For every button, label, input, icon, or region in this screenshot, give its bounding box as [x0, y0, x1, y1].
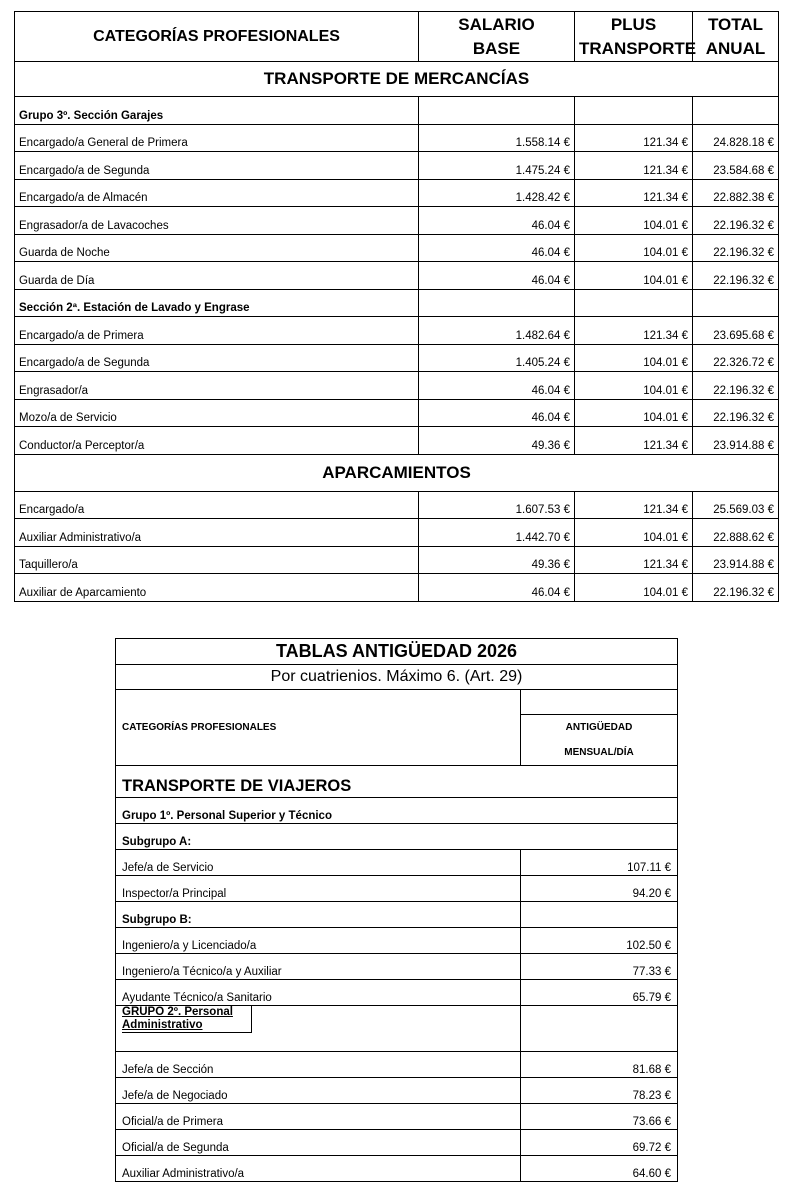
header-plus-line2: TRANSPORTE	[579, 38, 697, 58]
section-row	[116, 766, 678, 798]
subgroup-a-title: Subgrupo A:	[116, 824, 678, 850]
plus-cell: 121.34 €	[575, 152, 693, 180]
empty-cell	[575, 97, 693, 125]
plus-cell: 104.01 €	[575, 262, 693, 290]
empty-cell	[521, 690, 678, 715]
table-row	[116, 876, 678, 902]
salario-cell: 1.428.42 €	[419, 179, 575, 207]
plus-cell: 121.34 €	[575, 124, 693, 152]
value-cell: 94.20 €	[521, 876, 678, 902]
header-categories: CATEGORÍAS PROFESIONALES	[15, 12, 419, 62]
total-cell: 24.828.18 €	[693, 124, 779, 152]
salario-cell: 46.04 €	[419, 234, 575, 262]
table-row	[116, 1104, 678, 1130]
value-cell: 78.23 €	[521, 1078, 678, 1104]
empty-cell	[521, 1006, 678, 1052]
category-cell: Conductor/a Perceptor/a	[15, 427, 419, 455]
group-row	[15, 97, 779, 125]
antiguedad-subtitle-row	[116, 665, 678, 690]
value-cell: 102.50 €	[521, 928, 678, 954]
category-cell: Jefe/a de Sección	[116, 1052, 521, 1078]
table-row	[116, 850, 678, 876]
subgroup-row	[116, 902, 678, 928]
table-row	[116, 1078, 678, 1104]
empty-cell	[575, 289, 693, 317]
table-row	[15, 317, 779, 345]
category-cell: Mozo/a de Servicio	[15, 399, 419, 427]
total-cell: 25.569.03 €	[693, 491, 779, 519]
salary-table-header	[15, 12, 779, 62]
table-row	[15, 344, 779, 372]
table-row	[15, 207, 779, 235]
section-title-aparcamientos: APARCAMIENTOS	[15, 454, 779, 491]
antiguedad-header-row	[116, 690, 678, 715]
table-row	[15, 519, 779, 547]
category-cell: Encargado/a de Segunda	[15, 152, 419, 180]
category-cell: Ingeniero/a Técnico/a y Auxiliar	[116, 954, 521, 980]
header-salario-line2: BASE	[472, 38, 521, 58]
salario-cell: 46.04 €	[419, 207, 575, 235]
group-title-garajes: Grupo 3º. Sección Garajes	[15, 97, 419, 125]
header-plus-line1: PLUS	[610, 14, 657, 34]
salario-cell: 1.482.64 €	[419, 317, 575, 345]
group2-title-line1: GRUPO 2º. Personal	[122, 1006, 233, 1018]
empty-cell	[521, 902, 678, 928]
plus-cell: 121.34 €	[575, 179, 693, 207]
group-title-lavado: Sección 2ª. Estación de Lavado y Engrase	[15, 289, 419, 317]
total-cell: 22.196.32 €	[693, 207, 779, 235]
category-cell: Encargado/a de Primera	[15, 317, 419, 345]
group-title-superior-tecnico: Grupo 1º. Personal Superior y Técnico	[116, 798, 678, 824]
category-cell: Engrasador/a de Lavacoches	[15, 207, 419, 235]
table-row	[116, 980, 678, 1006]
category-cell: Encargado/a	[15, 491, 419, 519]
table-row	[116, 954, 678, 980]
table-row	[116, 1130, 678, 1156]
antiguedad-title-row	[116, 639, 678, 665]
total-cell: 23.584.68 €	[693, 152, 779, 180]
category-cell: Auxiliar de Aparcamiento	[15, 574, 419, 602]
total-cell: 22.196.32 €	[693, 372, 779, 400]
table-row	[15, 491, 779, 519]
table-row	[116, 1156, 678, 1182]
section-title-mercancias: TRANSPORTE DE MERCANCÍAS	[15, 62, 779, 97]
category-cell: Oficial/a de Segunda	[116, 1130, 521, 1156]
category-cell: Engrasador/a	[15, 372, 419, 400]
section-row	[15, 454, 779, 491]
total-cell: 22.196.32 €	[693, 262, 779, 290]
group-row	[15, 289, 779, 317]
group2-title-line2: Administrativo	[122, 1019, 203, 1031]
plus-cell: 104.01 €	[575, 344, 693, 372]
salario-cell: 46.04 €	[419, 372, 575, 400]
category-cell: Auxiliar Administrativo/a	[15, 519, 419, 547]
total-cell: 22.196.32 €	[693, 399, 779, 427]
antiguedad-table	[115, 638, 678, 1182]
salario-cell: 1.405.24 €	[419, 344, 575, 372]
category-cell: Inspector/a Principal	[116, 876, 521, 902]
salario-cell: 46.04 €	[419, 574, 575, 602]
plus-cell: 104.01 €	[575, 372, 693, 400]
section-row	[15, 62, 779, 97]
header-total-line1: TOTAL	[707, 14, 764, 34]
salario-cell: 1.442.70 €	[419, 519, 575, 547]
salary-table	[14, 11, 779, 602]
header-salario-line1: SALARIO	[458, 14, 535, 34]
plus-cell: 104.01 €	[575, 207, 693, 235]
table-row	[15, 427, 779, 455]
empty-cell	[419, 289, 575, 317]
value-cell: 73.66 €	[521, 1104, 678, 1130]
category-cell: Encargado/a General de Primera	[15, 124, 419, 152]
category-cell: Taquillero/a	[15, 546, 419, 574]
subgroup-row	[116, 824, 678, 850]
header-salario-base	[419, 12, 575, 62]
category-cell: Encargado/a de Almacén	[15, 179, 419, 207]
plus-cell: 104.01 €	[575, 399, 693, 427]
header-plus-transporte	[575, 12, 697, 62]
category-cell: Oficial/a de Primera	[116, 1104, 521, 1130]
salario-cell: 49.36 €	[419, 427, 575, 455]
category-cell: Jefe/a de Negociado	[116, 1078, 521, 1104]
value-cell: 64.60 €	[521, 1156, 678, 1182]
category-cell: Ingeniero/a y Licenciado/a	[116, 928, 521, 954]
total-cell: 23.695.68 €	[693, 317, 779, 345]
table-row	[15, 574, 779, 602]
plus-cell: 121.34 €	[575, 546, 693, 574]
category-cell: Auxiliar Administrativo/a	[116, 1156, 521, 1182]
salario-cell: 1.558.14 €	[419, 124, 575, 152]
salario-cell: 46.04 €	[419, 399, 575, 427]
value-cell: 107.11 €	[521, 850, 678, 876]
category-cell: Encargado/a de Segunda	[15, 344, 419, 372]
plus-cell: 104.01 €	[575, 574, 693, 602]
header-antiguedad-line2: MENSUAL/DÍA	[564, 747, 634, 758]
total-cell: 22.888.62 €	[693, 519, 779, 547]
salario-cell: 1.607.53 €	[419, 491, 575, 519]
salario-cell: 49.36 €	[419, 546, 575, 574]
category-cell: Jefe/a de Servicio	[116, 850, 521, 876]
header-antiguedad	[521, 715, 678, 766]
category-cell: Guarda de Noche	[15, 234, 419, 262]
empty-cell	[693, 289, 779, 317]
value-cell: 65.79 €	[521, 980, 678, 1006]
table-row	[15, 124, 779, 152]
value-cell: 81.68 €	[521, 1052, 678, 1078]
group2-cell	[116, 1006, 521, 1052]
total-cell: 22.326.72 €	[693, 344, 779, 372]
header-categories: CATEGORÍAS PROFESIONALES	[116, 690, 521, 766]
plus-cell: 121.34 €	[575, 317, 693, 345]
table-row	[15, 234, 779, 262]
total-cell: 22.882.38 €	[693, 179, 779, 207]
subgroup-b-title: Subgrupo B:	[116, 902, 521, 928]
table-row	[116, 928, 678, 954]
table-row	[15, 179, 779, 207]
antiguedad-title: TABLAS ANTIGÜEDAD 2026	[116, 639, 678, 665]
table-row	[15, 152, 779, 180]
total-cell: 22.196.32 €	[693, 574, 779, 602]
total-cell: 23.914.88 €	[693, 546, 779, 574]
table-row	[116, 1052, 678, 1078]
value-cell: 77.33 €	[521, 954, 678, 980]
plus-cell: 121.34 €	[575, 491, 693, 519]
plus-cell: 104.01 €	[575, 234, 693, 262]
category-cell: Ayudante Técnico/a Sanitario	[116, 980, 521, 1006]
header-total-anual	[693, 12, 779, 62]
header-antiguedad-line1: ANTIGÜEDAD	[565, 722, 633, 733]
section-title-viajeros: TRANSPORTE DE VIAJEROS	[116, 766, 678, 798]
antiguedad-subtitle: Por cuatrienios. Máximo 6. (Art. 29)	[116, 665, 678, 690]
table-row	[15, 546, 779, 574]
value-cell: 69.72 €	[521, 1130, 678, 1156]
salario-cell: 46.04 €	[419, 262, 575, 290]
group-row	[116, 798, 678, 824]
plus-cell: 104.01 €	[575, 519, 693, 547]
empty-cell	[693, 97, 779, 125]
category-cell: Guarda de Día	[15, 262, 419, 290]
table-row	[15, 262, 779, 290]
group-title-administrativo	[122, 1006, 252, 1033]
plus-cell: 121.34 €	[575, 427, 693, 455]
header-total-line2: ANUAL	[705, 38, 766, 58]
empty-cell	[419, 97, 575, 125]
total-cell: 23.914.88 €	[693, 427, 779, 455]
total-cell: 22.196.32 €	[693, 234, 779, 262]
table-row	[15, 399, 779, 427]
salario-cell: 1.475.24 €	[419, 152, 575, 180]
group-row	[116, 1006, 678, 1052]
table-row	[15, 372, 779, 400]
